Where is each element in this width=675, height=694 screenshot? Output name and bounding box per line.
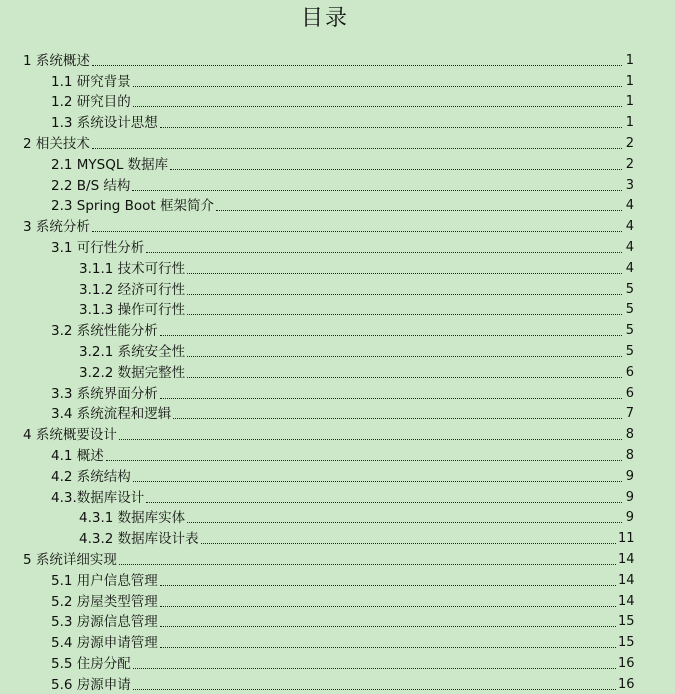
toc-entry-label: 5.3 房源信息管理	[51, 614, 158, 631]
toc-entry-page-number: 4	[625, 219, 634, 235]
toc-dot-leader	[187, 376, 622, 378]
toc-entry[interactable]	[0, 70, 675, 91]
toc-dot-leader	[160, 126, 622, 128]
toc-entry-label: 5.4 房源申请管理	[51, 635, 158, 652]
toc-entry-page-number: 1	[625, 115, 634, 131]
toc-entry-page-number: 14	[618, 551, 635, 567]
toc-entry-label: 3.1.2 经济可行性	[79, 281, 186, 298]
toc-entry[interactable]	[0, 590, 675, 611]
toc-entry[interactable]	[0, 340, 675, 361]
toc-dot-leader	[216, 209, 622, 211]
toc-entry[interactable]	[0, 215, 675, 236]
toc-entry-page-number: 2	[625, 156, 634, 172]
toc-entry[interactable]	[0, 299, 675, 320]
toc-dot-leader	[187, 272, 622, 274]
toc-dot-leader	[160, 605, 616, 607]
toc-entry[interactable]	[0, 507, 675, 528]
toc-entry[interactable]	[0, 91, 675, 112]
toc-entry-page-number: 6	[625, 385, 634, 401]
toc-dot-leader	[133, 480, 622, 482]
toc-entry-label: 2.1 MYSQL 数据库	[51, 156, 169, 173]
toc-dot-leader	[119, 563, 616, 565]
toc-dot-leader	[133, 105, 622, 107]
toc-entry-label: 3.1 可行性分析	[51, 239, 145, 256]
toc-entry-page-number: 11	[618, 531, 635, 547]
toc-entry[interactable]	[0, 527, 675, 548]
toc-entry[interactable]	[0, 631, 675, 652]
toc-entry-page-number: 5	[625, 323, 634, 339]
toc-entry-label: 4.3.2 数据库设计表	[79, 531, 199, 548]
toc-dot-leader	[187, 313, 622, 315]
toc-dot-leader	[133, 688, 616, 690]
toc-entry-label: 1 系统概述	[23, 52, 90, 69]
toc-entry-page-number: 5	[625, 281, 634, 297]
toc-entry-page-number: 1	[625, 52, 634, 68]
toc-dot-leader	[187, 521, 622, 523]
toc-entry-page-number: 4	[625, 260, 634, 276]
toc-dot-leader	[146, 501, 622, 503]
toc-entry-label: 5.5 住房分配	[51, 655, 131, 672]
toc-entry-label: 3.3 系统界面分析	[51, 385, 158, 402]
toc-entry[interactable]	[0, 132, 675, 153]
toc-entry-page-number: 16	[618, 655, 635, 671]
toc-dot-leader	[119, 438, 622, 440]
toc-entry[interactable]	[0, 673, 675, 694]
toc-entry[interactable]	[0, 569, 675, 590]
toc-entry-page-number: 6	[625, 364, 634, 380]
toc-entry[interactable]	[0, 548, 675, 569]
toc-entry-label: 1.2 研究目的	[51, 94, 131, 111]
toc-dot-leader	[187, 293, 622, 295]
toc-dot-leader	[92, 64, 622, 66]
toc-entry[interactable]	[0, 111, 675, 132]
toc-entry-label: 4.1 概述	[51, 447, 104, 464]
toc-entry[interactable]	[0, 257, 675, 278]
toc-entry[interactable]	[0, 195, 675, 216]
toc-entry-page-number: 8	[625, 447, 634, 463]
toc-dot-leader	[92, 230, 622, 232]
toc-entry-page-number: 7	[625, 406, 634, 422]
toc-entry-label: 3.2.1 系统安全性	[79, 343, 186, 360]
toc-entry[interactable]	[0, 361, 675, 382]
toc-entry-page-number: 9	[625, 510, 634, 526]
toc-entry-page-number: 4	[625, 239, 634, 255]
toc-entry-label: 2 相关技术	[23, 135, 90, 152]
toc-entry-page-number: 1	[625, 94, 634, 110]
toc-dot-leader	[187, 355, 622, 357]
toc-entry[interactable]	[0, 611, 675, 632]
toc-entry-page-number: 9	[625, 489, 634, 505]
toc-entry-label: 3.1.3 操作可行性	[79, 302, 186, 319]
toc-entry[interactable]	[0, 423, 675, 444]
toc-entry-label: 1.1 研究背景	[51, 73, 131, 90]
toc-entry-label: 3.2 系统性能分析	[51, 323, 158, 340]
toc-dot-leader	[133, 667, 616, 669]
toc-entry-label: 3 系统分析	[23, 219, 90, 236]
toc-entry-page-number: 3	[625, 177, 634, 193]
toc-entry-label: 3.4 系统流程和逻辑	[51, 406, 172, 423]
toc-entry[interactable]	[0, 403, 675, 424]
toc-dot-leader	[133, 85, 622, 87]
toc-entry[interactable]	[0, 465, 675, 486]
toc-entry-page-number: 15	[618, 635, 635, 651]
toc-dot-leader	[106, 459, 622, 461]
toc-entry-page-number: 2	[625, 135, 634, 151]
toc-entry[interactable]	[0, 382, 675, 403]
toc-entry-label: 3.1.1 技术可行性	[79, 260, 186, 277]
toc-dot-leader	[160, 334, 622, 336]
toc-dot-leader	[160, 397, 622, 399]
toc-dot-leader	[92, 147, 622, 149]
toc-entry-label: 4.2 系统结构	[51, 468, 131, 485]
toc-entry[interactable]	[0, 652, 675, 673]
toc-entry[interactable]	[0, 49, 675, 70]
toc-entry-page-number: 14	[618, 593, 635, 609]
toc-entry-page-number: 16	[618, 676, 635, 692]
toc-entry-page-number: 15	[618, 614, 635, 630]
toc-entry-label: 5 系统详细实现	[23, 551, 117, 568]
toc-entry[interactable]	[0, 174, 675, 195]
toc-entry-label: 3.2.2 数据完整性	[79, 364, 186, 381]
toc-entry-label: 1.3 系统设计思想	[51, 115, 158, 132]
toc-entry-label: 5.1 用户信息管理	[51, 572, 158, 589]
toc-entry-page-number: 14	[618, 572, 635, 588]
toc-dot-leader	[170, 168, 622, 170]
toc-entry-label: 4.3.数据库设计	[51, 489, 145, 506]
toc-entry[interactable]	[0, 278, 675, 299]
toc-entry-label: 4 系统概要设计	[23, 427, 117, 444]
page-title: 目录	[300, 6, 349, 31]
toc-entry-page-number: 5	[625, 302, 634, 318]
toc-dot-leader	[132, 189, 622, 191]
toc-entry-page-number: 5	[625, 343, 634, 359]
toc-entry-page-number: 1	[625, 73, 634, 89]
toc-dot-leader	[160, 646, 616, 648]
toc-entry-page-number: 8	[625, 427, 634, 443]
toc-entry-label: 5.6 房源申请	[51, 676, 131, 693]
toc-entry[interactable]	[0, 444, 675, 465]
toc-entry[interactable]	[0, 486, 675, 507]
toc-dot-leader	[201, 542, 616, 544]
toc-entry-label: 2.3 Spring Boot 框架简介	[51, 198, 214, 215]
toc-entry-page-number: 9	[625, 468, 634, 484]
toc-dot-leader	[173, 417, 622, 419]
toc-entry[interactable]	[0, 153, 675, 174]
table-of-contents	[0, 49, 675, 694]
toc-entry[interactable]	[0, 319, 675, 340]
toc-entry-page-number: 4	[625, 198, 634, 214]
toc-dot-leader	[146, 251, 622, 253]
toc-entry[interactable]	[0, 236, 675, 257]
toc-dot-leader	[160, 584, 616, 586]
toc-dot-leader	[160, 625, 616, 627]
toc-entry-label: 4.3.1 数据库实体	[79, 510, 186, 527]
toc-entry-label: 5.2 房屋类型管理	[51, 593, 158, 610]
toc-entry-label: 2.2 B/S 结构	[51, 177, 131, 194]
